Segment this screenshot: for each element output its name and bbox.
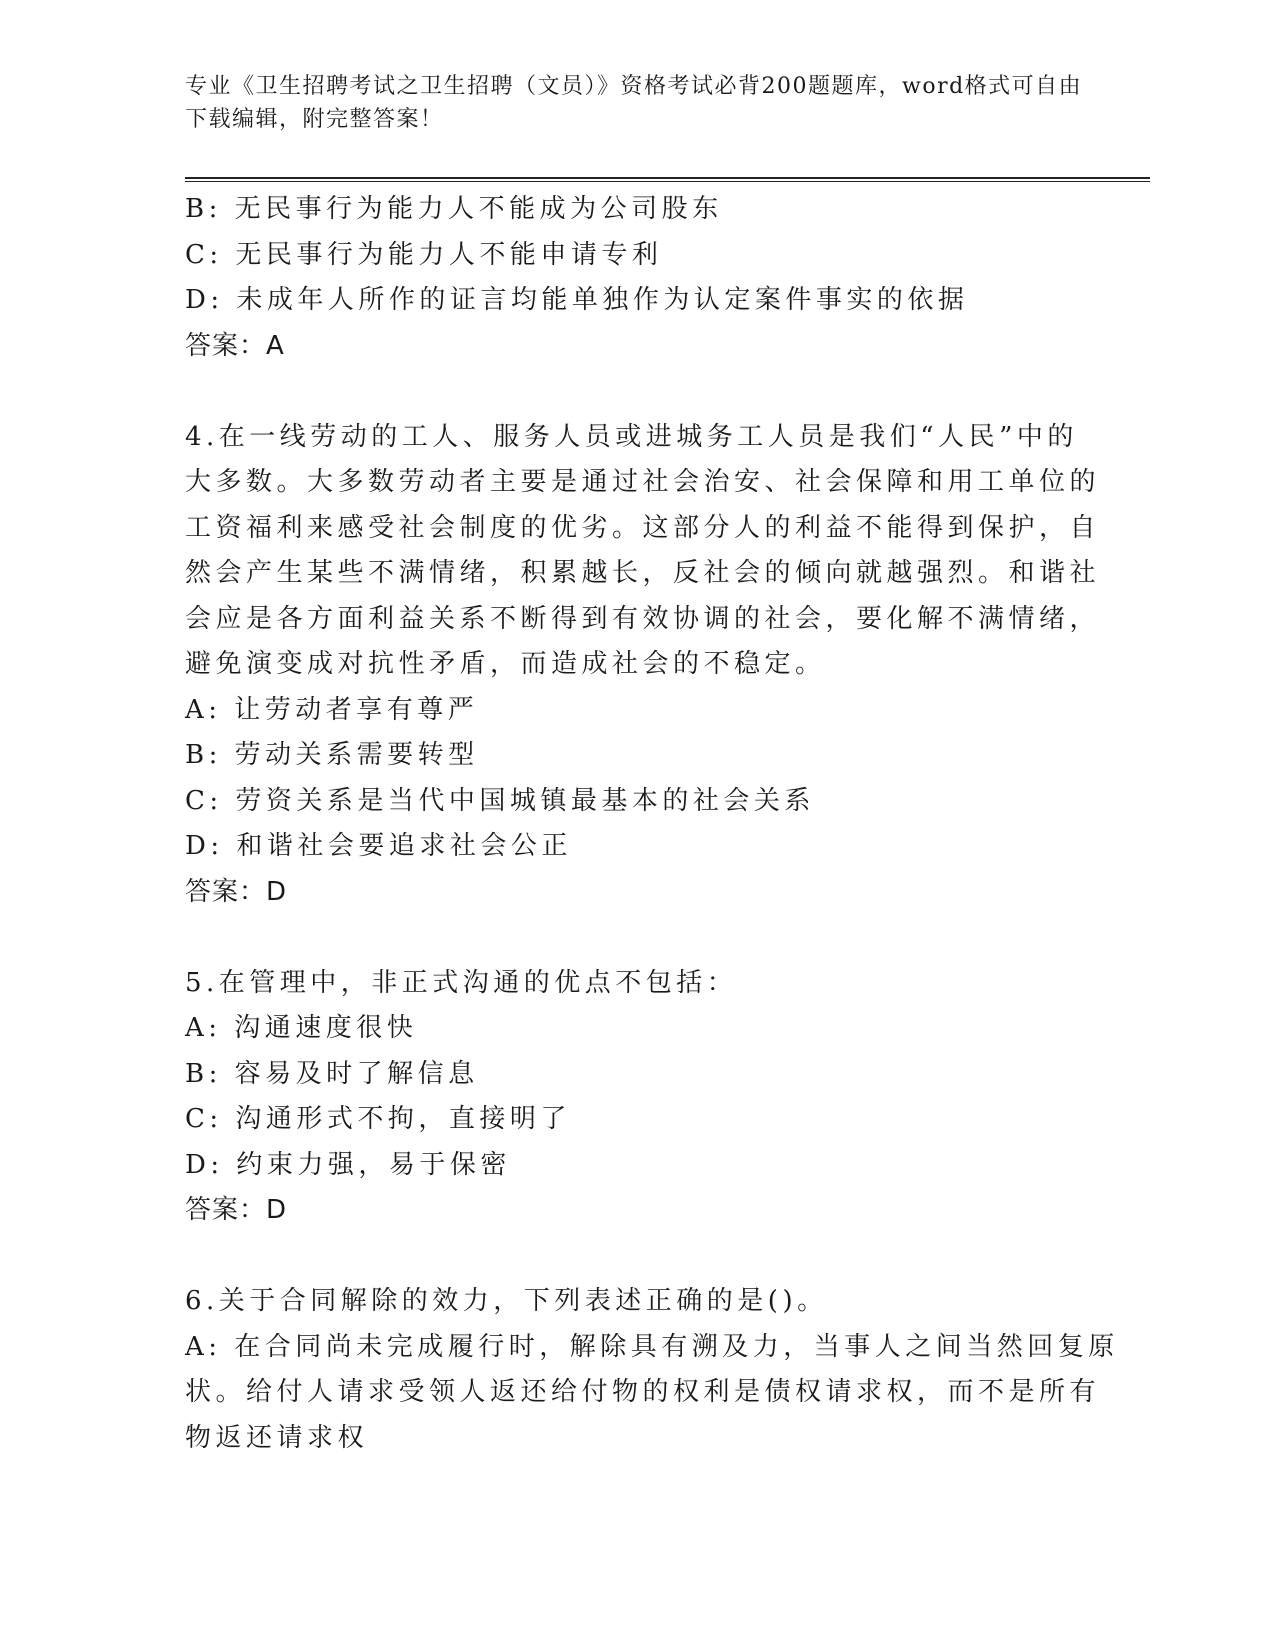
question-3-continued bbox=[185, 187, 1080, 369]
question-4 bbox=[185, 415, 1101, 916]
option-c: C: 沟通形式不拘，直接明了 bbox=[185, 1104, 571, 1134]
option-b: B: 劳动关系需要转型 bbox=[185, 740, 479, 770]
question-stem: 6.关于合同解除的效力，下列表述正确的是()。 bbox=[185, 1286, 828, 1316]
header-divider bbox=[185, 177, 1150, 182]
spacer bbox=[185, 369, 1080, 415]
question-stem-line: 避免演变成对抗性矛盾，而造成社会的不稳定。 bbox=[185, 649, 826, 679]
question-5 bbox=[185, 961, 1080, 1234]
question-stem-line: 大多数。大多数劳动者主要是通过社会治安、社会保障和用工单位的 bbox=[185, 467, 1101, 497]
question-stem: 5.在管理中，非正式沟通的优点不包括： bbox=[185, 967, 738, 998]
option-d: D: 约束力强，易于保密 bbox=[185, 1149, 511, 1180]
option-a: A: 让劳动者享有尊严 bbox=[185, 694, 479, 725]
option-b: B: 无民事行为能力人不能成为公司股东 bbox=[185, 194, 723, 224]
option-c: C: 无民事行为能力人不能申请专利 bbox=[185, 239, 663, 270]
question-6 bbox=[185, 1279, 1119, 1461]
question-stem-line: 4.在一线劳动的工人、服务人员或进城务工人员是我们“人民”中的 bbox=[185, 421, 1078, 452]
option-a-line: A: 在合同尚未完成履行时，解除具有溯及力，当事人之间当然回复原 bbox=[185, 1331, 1119, 1362]
document-body bbox=[185, 187, 1119, 1461]
answer-line: 答案：D bbox=[185, 1195, 288, 1225]
answer-line: 答案：D bbox=[185, 876, 288, 907]
spacer bbox=[185, 915, 1080, 961]
option-a-line: 物返还请求权 bbox=[185, 1422, 369, 1453]
option-a: A: 沟通速度很快 bbox=[185, 1013, 418, 1043]
option-d: D: 未成年人所作的证言均能单独作为认定案件事实的依据 bbox=[185, 285, 969, 315]
option-a-line: 状。给付人请求受领人返还给付物的权利是债权请求权，而不是所有 bbox=[185, 1377, 1101, 1407]
page-header-title: 专业《卫生招聘考试之卫生招聘（文员）》资格考试必背200题题库，word格式可自由下载编辑，附完整答案！ bbox=[185, 74, 1083, 132]
answer-line: 答案：A bbox=[185, 330, 285, 361]
question-stem-line: 工资福利来感受社会制度的优劣。这部分人的利益不能得到保护，自 bbox=[185, 512, 1101, 543]
option-d: D: 和谐社会要追求社会公正 bbox=[185, 831, 572, 861]
question-stem-line: 然会产生某些不满情绪，积累越长，反社会的倾向就越强烈。和谐社 bbox=[185, 558, 1101, 588]
spacer bbox=[185, 1234, 1080, 1280]
question-stem-line: 会应是各方面利益关系不断得到有效协调的社会，要化解不满情绪， bbox=[185, 603, 1101, 634]
option-c: C: 劳资关系是当代中国城镇最基本的社会关系 bbox=[185, 785, 815, 816]
option-b: B: 容易及时了解信息 bbox=[185, 1058, 479, 1089]
